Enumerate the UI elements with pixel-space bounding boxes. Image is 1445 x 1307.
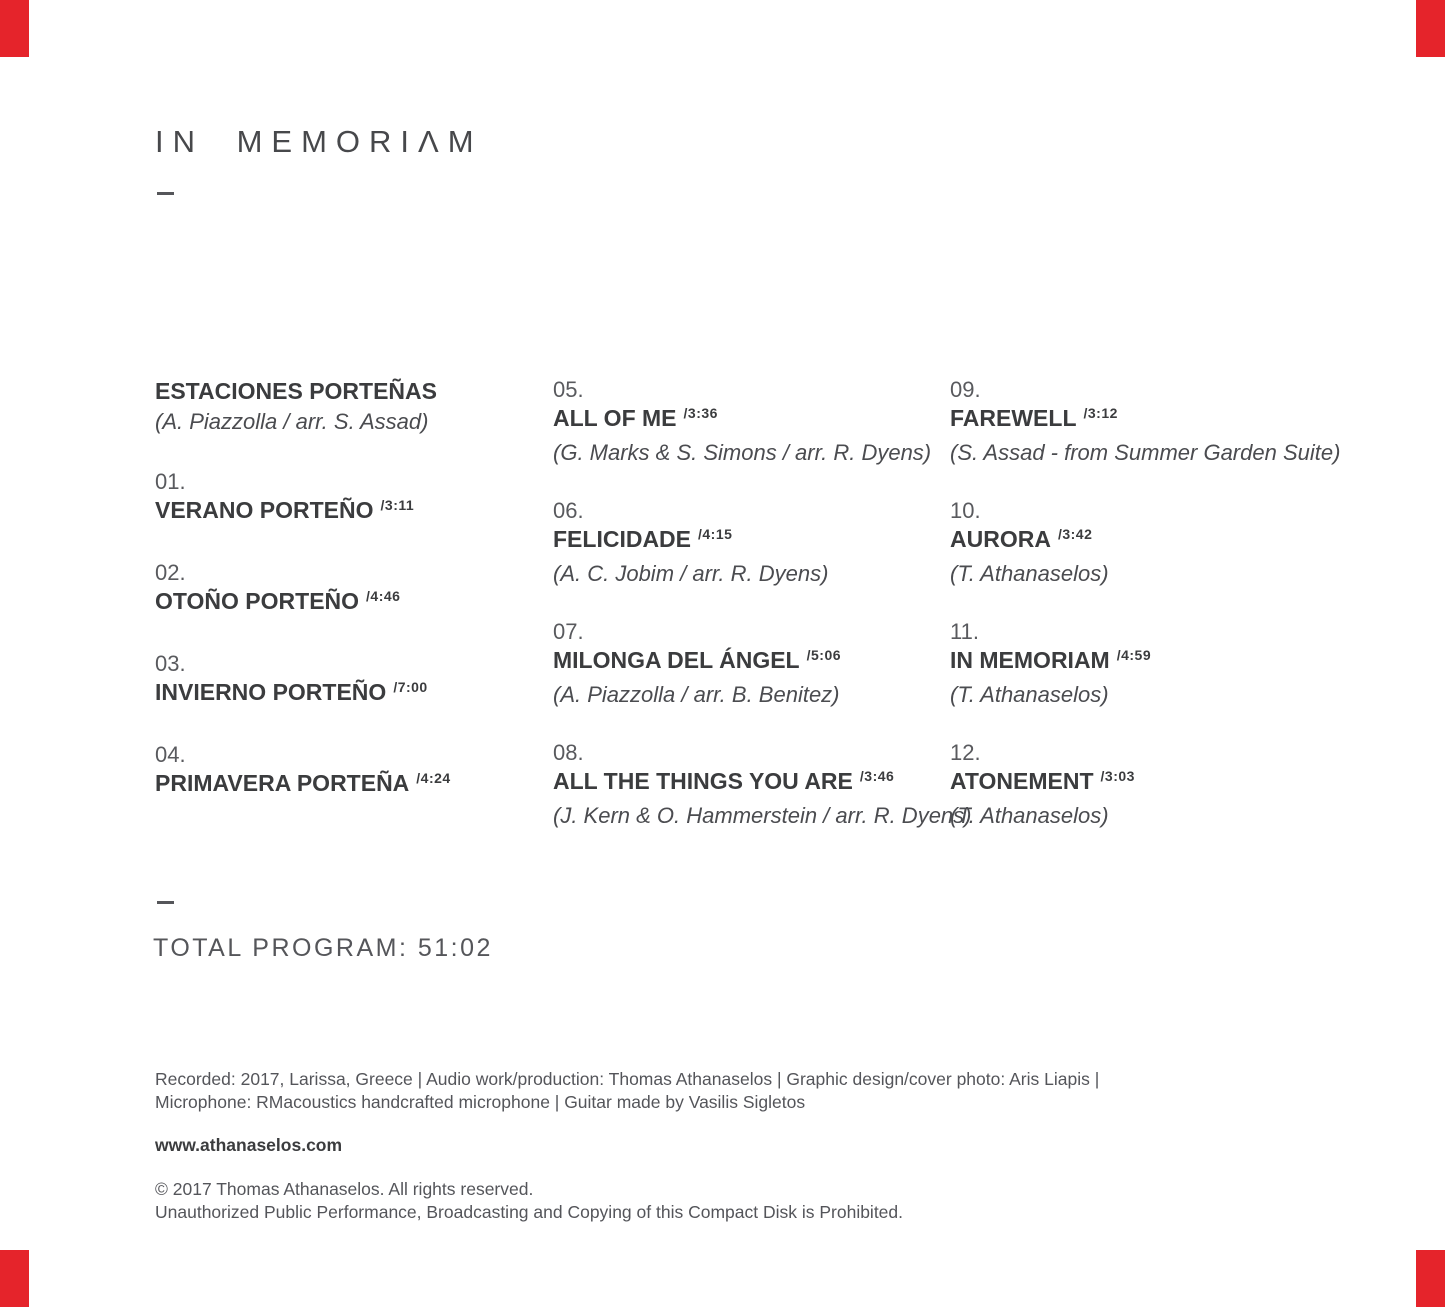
production-credits-line-2: Microphone: RMacoustics handcrafted microphone | Guitar made by Vasilis Sigletos: [155, 1092, 806, 1112]
track-credit: (T. Athanaselos): [950, 803, 1109, 828]
copyright-notice: [155, 1178, 903, 1223]
track-number: 02.: [155, 560, 186, 585]
track-03: [155, 651, 555, 709]
track-number: 12.: [950, 740, 981, 765]
track-04: [155, 742, 555, 800]
footer-divider-rule: [157, 901, 174, 904]
track-credit: (A. C. Jobim / arr. R. Dyens): [553, 561, 829, 586]
crop-mark-bottom-left: [0, 1250, 29, 1307]
track-duration: /4:24: [416, 770, 451, 786]
track-number: 08.: [553, 740, 584, 765]
track-title-text: FAREWELL: [950, 405, 1077, 431]
track-number: 01.: [155, 469, 186, 494]
track-duration: /3:11: [380, 497, 415, 513]
track-title: [553, 404, 953, 435]
track-title: [950, 767, 1350, 798]
track-title: [950, 646, 1350, 677]
track-12: [950, 740, 1350, 829]
track-duration: /7:00: [393, 679, 428, 695]
track-title: [553, 767, 953, 798]
website-url: www.athanaselos.com: [155, 1135, 343, 1155]
tracklist-column-3: [950, 377, 1350, 861]
track-title-text: ATONEMENT: [950, 768, 1094, 794]
track-title-text: VERANO PORTEÑO: [155, 497, 374, 523]
track-duration: /3:46: [859, 768, 895, 784]
track-duration: /5:06: [806, 647, 842, 663]
track-02: [155, 560, 555, 618]
total-program: TOTAL PROGRAM: 51:02: [153, 934, 493, 962]
production-credits-line-1: Recorded: 2017, Larissa, Greece | Audio work/production: Thomas Athanaselos | Graphic design/cover photo: Aris Liapis |: [155, 1069, 1100, 1089]
track-credit: (J. Kern & O. Hammerstein / arr. R. Dyens): [553, 803, 972, 828]
track-title: [553, 525, 953, 556]
crop-mark-top-left: [0, 0, 29, 57]
track-title-text: PRIMAVERA PORTEÑA: [155, 770, 410, 796]
album-title: IN MEMORIΛM: [155, 124, 483, 159]
track-number: 06.: [553, 498, 584, 523]
track-title: [155, 678, 555, 709]
track-number: 11.: [950, 619, 979, 644]
track-title: [155, 769, 555, 800]
copyright-line-2: Unauthorized Public Performance, Broadcasting and Copying of this Compact Disk is Prohibited.: [155, 1201, 904, 1222]
track-title-text: OTOÑO PORTEÑO: [155, 588, 360, 614]
track-title-text: MILONGA DEL ÁNGEL: [553, 647, 800, 673]
track-duration: /3:36: [683, 405, 718, 421]
track-number: 05.: [553, 377, 584, 402]
track-duration: /4:15: [698, 526, 733, 542]
copyright-line-1: © 2017 Thomas Athanaselos. All rights reserved.: [155, 1179, 534, 1199]
crop-mark-bottom-right: [1416, 1250, 1445, 1307]
track-title-text: INVIERNO PORTEÑO: [155, 679, 387, 705]
track-credit: (S. Assad - from Summer Garden Suite): [950, 440, 1341, 465]
track-credit: (T. Athanaselos): [950, 682, 1109, 707]
track-number: 07.: [553, 619, 584, 644]
track-title: [155, 496, 555, 527]
track-number: 10.: [950, 498, 981, 523]
track-06: [553, 498, 953, 587]
track-credit: (G. Marks & S. Simons / arr. R. Dyens): [553, 440, 932, 465]
track-01: [155, 469, 555, 527]
track-title: [950, 404, 1350, 435]
track-title-text: ALL OF ME: [553, 405, 677, 431]
track-duration: /4:46: [366, 588, 401, 604]
track-title: [553, 646, 953, 677]
track-title: [155, 587, 555, 618]
track-credit: (T. Athanaselos): [950, 561, 1109, 586]
track-07: [553, 619, 953, 708]
track-05: [553, 377, 953, 466]
track-09: [950, 377, 1350, 466]
track-credit: (A. Piazzolla / arr. B. Benitez): [553, 682, 840, 707]
track-title-text: IN MEMORIAM: [950, 647, 1110, 673]
track-title-text: FELICIDADE: [553, 526, 691, 552]
crop-mark-top-right: [1416, 0, 1445, 57]
title-divider-rule: [157, 192, 174, 195]
suite-header: [155, 377, 555, 435]
track-number: 03.: [155, 651, 186, 676]
suite-title: ESTACIONES PORTEÑAS: [155, 378, 437, 404]
tracklist-column-1: [155, 377, 555, 833]
track-10: [950, 498, 1350, 587]
track-11: [950, 619, 1350, 708]
track-duration: /3:03: [1100, 768, 1135, 784]
track-duration: /3:12: [1083, 405, 1118, 421]
production-credits: [155, 1068, 1099, 1114]
track-duration: /3:42: [1057, 526, 1093, 542]
track-title-text: ALL THE THINGS YOU ARE: [553, 768, 853, 794]
track-duration: /4:59: [1116, 647, 1152, 663]
track-number: 04.: [155, 742, 186, 767]
track-title-text: AURORA: [950, 526, 1051, 552]
suite-credit: (A. Piazzolla / arr. S. Assad): [155, 409, 429, 434]
track-title: [950, 525, 1350, 556]
track-number: 09.: [950, 377, 981, 402]
